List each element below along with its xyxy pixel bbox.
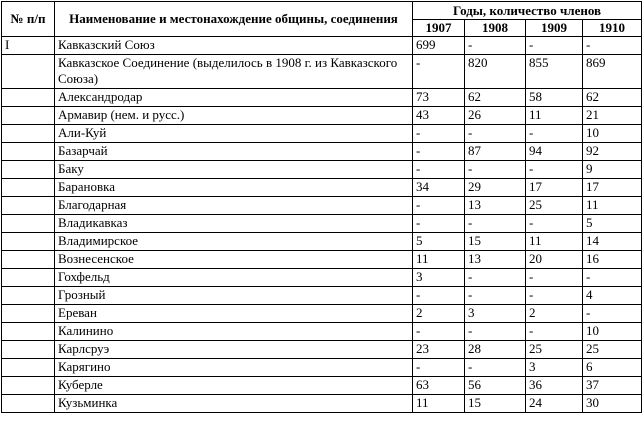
row-number	[2, 233, 55, 251]
value-1909: 11	[526, 233, 583, 251]
community-name: Куберле	[55, 377, 413, 395]
table-row	[2, 215, 642, 233]
value-1910: -	[583, 305, 642, 323]
value-1909: 855	[526, 55, 583, 89]
value-1908: 29	[465, 179, 526, 197]
community-name: Базарчай	[55, 143, 413, 161]
value-1908: -	[465, 125, 526, 143]
header-years-group: Годы, количество членов	[413, 2, 642, 20]
row-number	[2, 107, 55, 125]
header-year-1910: 1910	[583, 20, 642, 37]
value-1909: -	[526, 323, 583, 341]
row-number	[2, 161, 55, 179]
value-1910: 17	[583, 179, 642, 197]
community-name: Кавказский Союз	[55, 37, 413, 55]
value-1909: 11	[526, 107, 583, 125]
value-1910: 4	[583, 287, 642, 305]
community-name: Благодарная	[55, 197, 413, 215]
value-1908: 820	[465, 55, 526, 89]
value-1908: 13	[465, 251, 526, 269]
table-row	[2, 359, 642, 377]
value-1909: 36	[526, 377, 583, 395]
value-1910: 25	[583, 341, 642, 359]
table-row	[2, 143, 642, 161]
header-year-1909: 1909	[526, 20, 583, 37]
table-row	[2, 179, 642, 197]
value-1910: 5	[583, 215, 642, 233]
community-name: Александродар	[55, 89, 413, 107]
value-1910: 37	[583, 377, 642, 395]
value-1907: -	[413, 161, 465, 179]
value-1910: 21	[583, 107, 642, 125]
value-1907: 3	[413, 269, 465, 287]
value-1908: 28	[465, 341, 526, 359]
table-row	[2, 251, 642, 269]
value-1910: 62	[583, 89, 642, 107]
community-name: Карлсруэ	[55, 341, 413, 359]
table-row	[2, 89, 642, 107]
table-row	[2, 37, 642, 55]
table-row	[2, 305, 642, 323]
value-1908: 62	[465, 89, 526, 107]
value-1909: 25	[526, 197, 583, 215]
row-number	[2, 323, 55, 341]
row-number: I	[2, 37, 55, 55]
value-1909: -	[526, 287, 583, 305]
value-1907: 43	[413, 107, 465, 125]
row-number	[2, 89, 55, 107]
value-1910: -	[583, 37, 642, 55]
value-1909: 3	[526, 359, 583, 377]
table-row	[2, 197, 642, 215]
header-year-1908: 1908	[465, 20, 526, 37]
value-1908: 56	[465, 377, 526, 395]
row-number	[2, 251, 55, 269]
value-1910: 14	[583, 233, 642, 251]
table-body	[2, 37, 642, 413]
value-1907: 5	[413, 233, 465, 251]
row-number	[2, 377, 55, 395]
header-num: № п/п	[2, 2, 55, 37]
value-1908: -	[465, 323, 526, 341]
table-row	[2, 269, 642, 287]
value-1907: -	[413, 323, 465, 341]
table-row	[2, 233, 642, 251]
value-1909: 25	[526, 341, 583, 359]
row-number	[2, 305, 55, 323]
value-1908: -	[465, 37, 526, 55]
table-row	[2, 341, 642, 359]
table-row	[2, 55, 642, 89]
value-1907: -	[413, 359, 465, 377]
community-name: Армавир (нем. и русс.)	[55, 107, 413, 125]
community-name: Барановка	[55, 179, 413, 197]
community-name: Али-Куй	[55, 125, 413, 143]
value-1909: 94	[526, 143, 583, 161]
row-number	[2, 341, 55, 359]
value-1910: 11	[583, 197, 642, 215]
row-number	[2, 287, 55, 305]
value-1909: 24	[526, 395, 583, 413]
row-number	[2, 197, 55, 215]
value-1907: -	[413, 143, 465, 161]
value-1907: -	[413, 125, 465, 143]
community-name: Баку	[55, 161, 413, 179]
value-1908: 15	[465, 233, 526, 251]
table-row	[2, 125, 642, 143]
value-1907: 699	[413, 37, 465, 55]
value-1907: 34	[413, 179, 465, 197]
membership-table	[1, 1, 642, 413]
row-number	[2, 395, 55, 413]
value-1908: -	[465, 161, 526, 179]
value-1908: 15	[465, 395, 526, 413]
table-row	[2, 287, 642, 305]
row-number	[2, 269, 55, 287]
value-1910: 9	[583, 161, 642, 179]
row-number	[2, 179, 55, 197]
value-1909: 2	[526, 305, 583, 323]
value-1908: 13	[465, 197, 526, 215]
value-1907: 63	[413, 377, 465, 395]
table-row	[2, 377, 642, 395]
row-number	[2, 215, 55, 233]
value-1910: 869	[583, 55, 642, 89]
value-1907: -	[413, 215, 465, 233]
table-row	[2, 395, 642, 413]
value-1908: -	[465, 269, 526, 287]
row-number	[2, 143, 55, 161]
value-1909: 20	[526, 251, 583, 269]
row-number	[2, 359, 55, 377]
community-name: Гохфельд	[55, 269, 413, 287]
value-1908: 26	[465, 107, 526, 125]
value-1910: 6	[583, 359, 642, 377]
value-1910: 92	[583, 143, 642, 161]
value-1907: -	[413, 287, 465, 305]
community-name: Владикавказ	[55, 215, 413, 233]
value-1907: 11	[413, 395, 465, 413]
value-1910: -	[583, 269, 642, 287]
row-number	[2, 125, 55, 143]
community-name: Кузьминка	[55, 395, 413, 413]
value-1910: 30	[583, 395, 642, 413]
value-1910: 10	[583, 323, 642, 341]
value-1910: 16	[583, 251, 642, 269]
table-row	[2, 161, 642, 179]
value-1908: 87	[465, 143, 526, 161]
community-name: Калинино	[55, 323, 413, 341]
value-1907: 73	[413, 89, 465, 107]
community-name: Вознесенское	[55, 251, 413, 269]
value-1908: -	[465, 359, 526, 377]
value-1907: 2	[413, 305, 465, 323]
value-1908: 3	[465, 305, 526, 323]
community-name: Карягино	[55, 359, 413, 377]
header-name: Наименование и местонахождение общины, соединения	[55, 2, 413, 37]
value-1907: 11	[413, 251, 465, 269]
community-name: Грозный	[55, 287, 413, 305]
value-1909: -	[526, 269, 583, 287]
community-name: Ереван	[55, 305, 413, 323]
value-1909: 17	[526, 179, 583, 197]
table-row	[2, 323, 642, 341]
value-1907: -	[413, 197, 465, 215]
value-1908: -	[465, 287, 526, 305]
community-name: Кавказское Соединение (выделилось в 1908 г. из Кавказского Союза)	[55, 55, 413, 89]
table-row	[2, 107, 642, 125]
value-1907: 23	[413, 341, 465, 359]
value-1909: -	[526, 37, 583, 55]
community-name: Владимирское	[55, 233, 413, 251]
value-1908: -	[465, 215, 526, 233]
row-number	[2, 55, 55, 89]
value-1907: -	[413, 55, 465, 89]
value-1909: 58	[526, 89, 583, 107]
value-1910: 10	[583, 125, 642, 143]
value-1909: -	[526, 161, 583, 179]
header-year-1907: 1907	[413, 20, 465, 37]
value-1909: -	[526, 125, 583, 143]
value-1909: -	[526, 215, 583, 233]
